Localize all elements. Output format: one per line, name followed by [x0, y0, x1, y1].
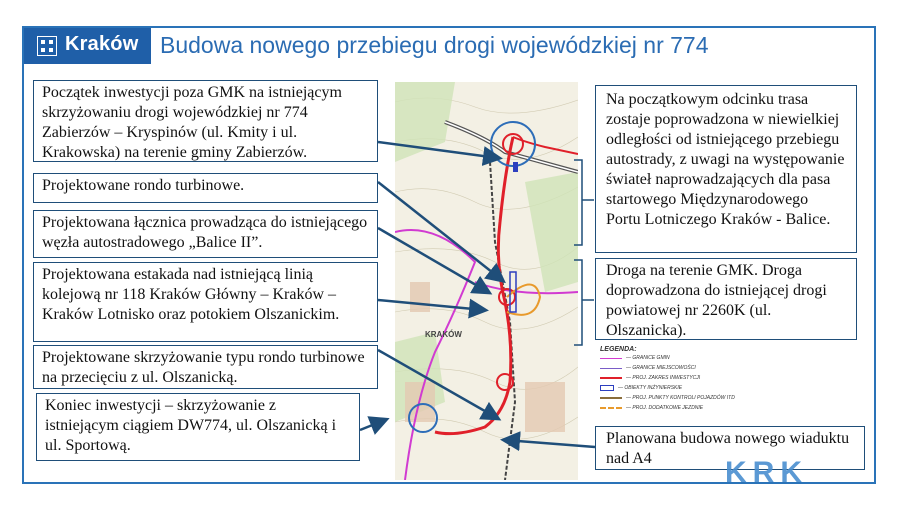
legend-title: LEGENDA:	[600, 346, 637, 353]
callout-investment-start: Początek inwestycji poza GMK na istniejącym skrzyżowaniu drogi wojewódzkiej nr 774 Zabierzów – Kryspinów (ul. Kmity i ul. Krakowska) na terenie gminy Zabierzów.	[33, 80, 378, 162]
legend-swatch	[600, 377, 622, 379]
legend-swatch	[600, 407, 622, 409]
callout-viaduct-railway: Projektowana estakada nad istniejącą linią kolejową nr 118 Kraków Główny – Kraków – Kraków Lotnisko oraz potokiem Olszanickim.	[33, 262, 378, 342]
legend-swatch	[600, 385, 614, 391]
callout-airport-lights: Na początkowym odcinku trasa zostaje poprowadzona w niewielkiej odległości od istniejącego przebiegu autostrady, z uwagi na występowanie świateł naprowadzających dla pasa startowego Międzynarodowego Portu Lotniczego Kraków - Balice.	[595, 85, 857, 253]
page-title: Budowa nowego przebiegu drogi wojewódzkiej nr 774	[160, 32, 709, 58]
route-map	[395, 82, 578, 480]
map-legend	[600, 346, 760, 431]
logo-text: Kraków	[65, 33, 139, 55]
map-place-label: KRAKÓW	[425, 330, 462, 339]
legend-item: — GRANICE MIEJSCOWOŚCI	[600, 363, 760, 373]
callout-a4-viaduct: Planowana budowa nowego wiaduktu nad A4	[595, 426, 865, 470]
krakow-logo	[24, 28, 151, 64]
city-grid-icon	[37, 36, 57, 56]
callout-turbine-roundabout: Projektowane rondo turbinowe.	[33, 173, 378, 203]
legend-item: — PROJ. ZAKRES INWESTYCJI	[600, 373, 760, 383]
callout-olszanicka-roundabout: Projektowane skrzyżowanie typu rondo turbinowe na przecięciu z ul. Olszanicką.	[33, 345, 378, 389]
krk-watermark: KRK	[725, 456, 808, 489]
legend-item: — GRANICE GMIN	[600, 353, 760, 363]
legend-item: — OBIEKTY INŻYNIERSKIE	[600, 383, 760, 393]
legend-item: — PROJ. PUNKTY KONTROLI POJAZDÓW ITD	[600, 393, 760, 403]
callout-gmk-road: Droga na terenie GMK. Droga doprowadzona do istniejącej drogi powiatowej nr 2260K (ul. Olszanicka).	[595, 258, 857, 340]
legend-item: — PROJ. DODATKOWE JEZDNIE	[600, 403, 760, 413]
legend-swatch	[600, 358, 622, 359]
legend-swatch	[600, 397, 622, 399]
callout-investment-end: Koniec inwestycji – skrzyżowanie z istniejącym ciągiem DW774, ul. Olszanicką i ul. Sportową.	[36, 393, 360, 461]
legend-swatch	[600, 368, 622, 369]
callout-connector-balice: Projektowana łącznica prowadząca do istniejącego węzła autostradowego „Balice II”.	[33, 210, 378, 258]
